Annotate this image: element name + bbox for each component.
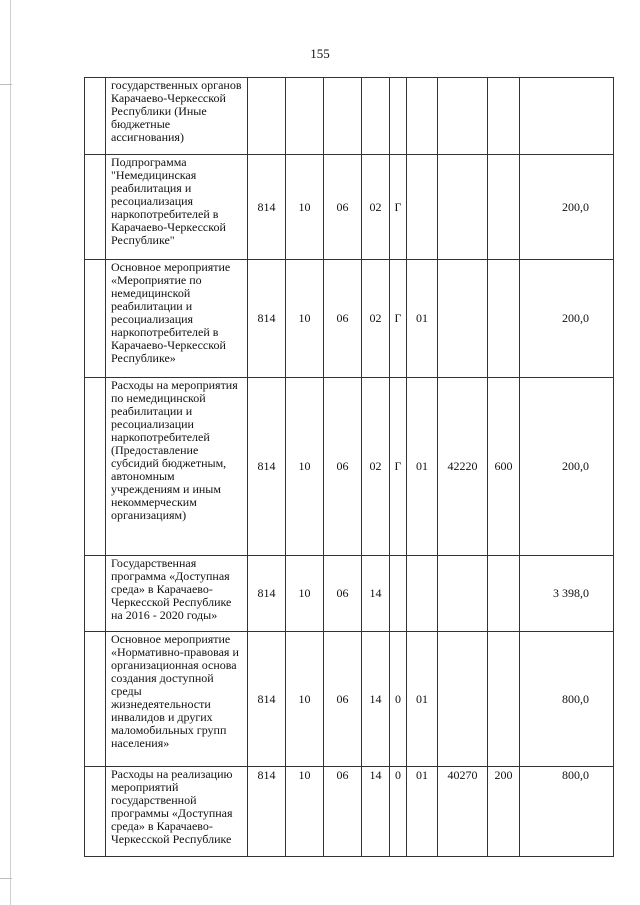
scan-left-rule [10,0,11,905]
section-cell: 10 [286,155,324,260]
table-row [85,767,614,857]
row-number-cell [85,767,106,857]
section-cell: 10 [286,767,324,857]
row-number-cell [85,155,106,260]
budget-table [84,77,614,857]
expense-type-cell [488,155,520,260]
table-row [85,632,614,767]
row-number-cell [85,632,106,767]
section-cell [286,78,324,155]
ministry-cell: 814 [248,260,286,378]
direction-cell: 42220 [438,378,488,556]
page-number: 155 [310,46,330,61]
name-cell: Расходы на реализацию мероприятий государственной программы «Доступная среда» в Карачаево-Черкесской Республике [106,767,248,857]
ministry-cell: 814 [248,556,286,632]
section-cell: 10 [286,260,324,378]
event-cell [407,78,438,155]
name-cell: Основное мероприятие «Мероприятие по немедицинской реабилитации и ресоциализация наркопотребителей в Карачаево-Черкесской Республике» [106,260,248,378]
subsection-cell: 06 [324,155,362,260]
expense-type-cell: 600 [488,378,520,556]
subprogram-cell: 0 [390,632,407,767]
direction-cell [438,78,488,155]
event-cell: 01 [407,632,438,767]
amount-cell: 3 398,0 [520,556,614,632]
direction-cell [438,260,488,378]
subsection-cell: 06 [324,260,362,378]
section-cell: 10 [286,632,324,767]
row-number-cell [85,260,106,378]
event-cell: 01 [407,378,438,556]
row-number-cell [85,378,106,556]
scan-mark [0,878,12,879]
amount-cell: 800,0 [520,632,614,767]
section-cell: 10 [286,378,324,556]
subsection-cell: 06 [324,556,362,632]
direction-cell [438,556,488,632]
program-cell [362,78,390,155]
row-number-cell [85,556,106,632]
amount-cell: 200,0 [520,378,614,556]
amount-cell [520,78,614,155]
direction-cell [438,155,488,260]
amount-cell: 200,0 [520,155,614,260]
subprogram-cell: 0 [390,767,407,857]
program-cell: 02 [362,155,390,260]
program-cell: 02 [362,260,390,378]
name-cell: Основное мероприятие «Нормативно-правовая и организационная основа создания доступной среды жизнедеятельности инвалидов и других маломобильных групп населения» [106,632,248,767]
subprogram-cell: Г [390,155,407,260]
name-cell: Государственная программа «Доступная среда» в Карачаево-Черкесской Республике на 2016 - 2020 годы» [106,556,248,632]
name-cell: государственных органов Карачаево-Черкесской Республики (Иные бюджетные ассигнования) [106,78,248,155]
ministry-cell: 814 [248,155,286,260]
subsection-cell [324,78,362,155]
name-cell: Подпрограмма "Немедицинская реабилитация и ресоциализация наркопотребителей в Карачаево-Черкесской Республике" [106,155,248,260]
expense-type-cell [488,78,520,155]
program-cell: 14 [362,767,390,857]
subprogram-cell: Г [390,260,407,378]
ministry-cell: 814 [248,767,286,857]
table-row [85,260,614,378]
row-number-cell [85,78,106,155]
ministry-cell [248,78,286,155]
subsection-cell: 06 [324,767,362,857]
subsection-cell: 06 [324,378,362,556]
event-cell: 01 [407,767,438,857]
expense-type-cell: 200 [488,767,520,857]
direction-cell [438,632,488,767]
table-row [85,78,614,155]
subprogram-cell: Г [390,378,407,556]
subsection-cell: 06 [324,632,362,767]
direction-cell: 40270 [438,767,488,857]
scan-mark [0,84,12,85]
event-cell [407,155,438,260]
amount-cell: 800,0 [520,767,614,857]
expense-type-cell [488,556,520,632]
name-cell: Расходы на мероприятия по немедицинской реабилитации и ресоциализации наркопотребителей (Предоставление субсидий бюджетным, автономным учреждениям и иным некоммерческим организациям) [106,378,248,556]
program-cell: 14 [362,632,390,767]
event-cell: 01 [407,260,438,378]
program-cell: 02 [362,378,390,556]
section-cell: 10 [286,556,324,632]
ministry-cell: 814 [248,632,286,767]
subprogram-cell [390,78,407,155]
table-row [85,556,614,632]
table-row [85,378,614,556]
ministry-cell: 814 [248,378,286,556]
event-cell [407,556,438,632]
table-row [85,155,614,260]
subprogram-cell [390,556,407,632]
amount-cell: 200,0 [520,260,614,378]
expense-type-cell [488,632,520,767]
expense-type-cell [488,260,520,378]
program-cell: 14 [362,556,390,632]
